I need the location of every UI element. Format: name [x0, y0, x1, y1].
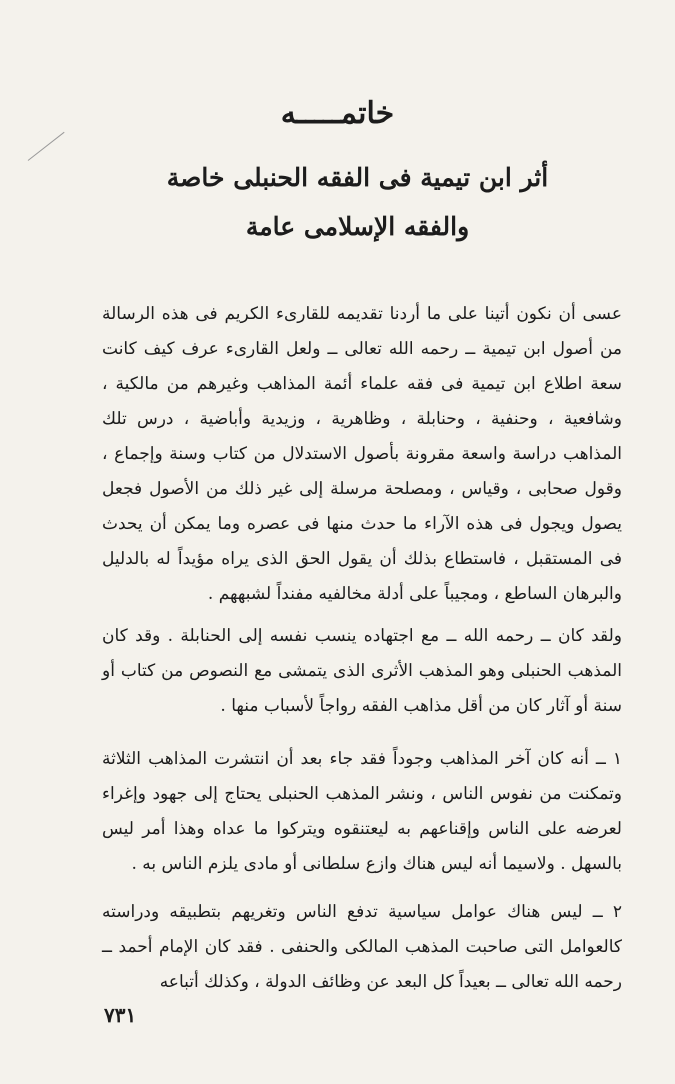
page-number: ٧٣١	[104, 1003, 137, 1027]
subtitle-line-2: والفقه الإسلامى عامة	[245, 212, 470, 241]
paragraph-reason-2: ٢ ــ ليس هناك عوامل سياسية تدفع الناس وتغريهم بتطبيقه ودراسته كالعوامل التى صاحبت المذهب المالكى والحنفى . فقد كان الإمام أحمد ــ رحمه الله تعالى ــ بعيداً كل البعد عن وظائف الدولة ، وكذلك أتباعه	[102, 902, 622, 992]
paragraph-reason-1: ١ ــ أنه كان آخر المذاهب وجوداً فقد جاء بعد أن انتشرت المذاهب الثلاثة وتمكنت من نفوس الناس ، ونشر المذهب الحنبلى يحتاج إلى جهود وإغراء لعرضه على الناس وإقناعهم به ليعتنقوه ويتركوا ما عداه وهذا أمر ليس بالسهل . ولاسيما أنه ليس هناك وازع سلطانى أو مادى يلزم الناس به .	[102, 749, 622, 874]
margin-pencil-mark	[28, 132, 65, 161]
page-title: خاتمـــــه	[280, 96, 395, 131]
subtitle-line-1: أثر ابن تيمية فى الفقه الحنبلى خاصة	[166, 163, 549, 192]
paragraph-hanbali: ولقد كان ــ رحمه الله ــ مع اجتهاده ينسب نفسه إلى الحنابلة . وقد كان المذهب الحنبلى وهو المذهب الأثرى الذى يتمشى مع النصوص من كتاب أو سنة أو آثار كان من أقل مذاهب الفقه رواجاً لأسباب منها .	[102, 626, 622, 716]
paragraph-intro: عسى أن نكون أتينا على ما أردنا تقديمه للقارىء الكريم فى هذه الرسالة من أصول ابن تيمية ــ رحمه الله تعالى ــ ولعل القارىء عرف كيف كانت سعة اطلاع ابن تيمية فى فقه علماء أئمة المذاهب وغيرهم من مالكية ، وشافعية ، وحنفية ، وحنابلة ، وظاهرية ، وزيدية وأباضية ، درس تلك المذاهب دراسة واسعة مقرونة بأصول الاستدلال من كتاب وسنة وإجماع ، وقول صحابى ، وقياس ، ومصلحة مرسلة إلى غير ذلك من الأصول فجعل يصول ويجول فى هذه الآراء ما حدث منها فى عصره وما يمكن أن يحدث فى المستقبل ، فاستطاع بذلك أن يقول الحق الذى يراه مؤيداً له بالدليل والبرهان الساطع ، ومجيباً على أدلة مخالفيه مفنداً لشبههم .	[102, 304, 622, 604]
